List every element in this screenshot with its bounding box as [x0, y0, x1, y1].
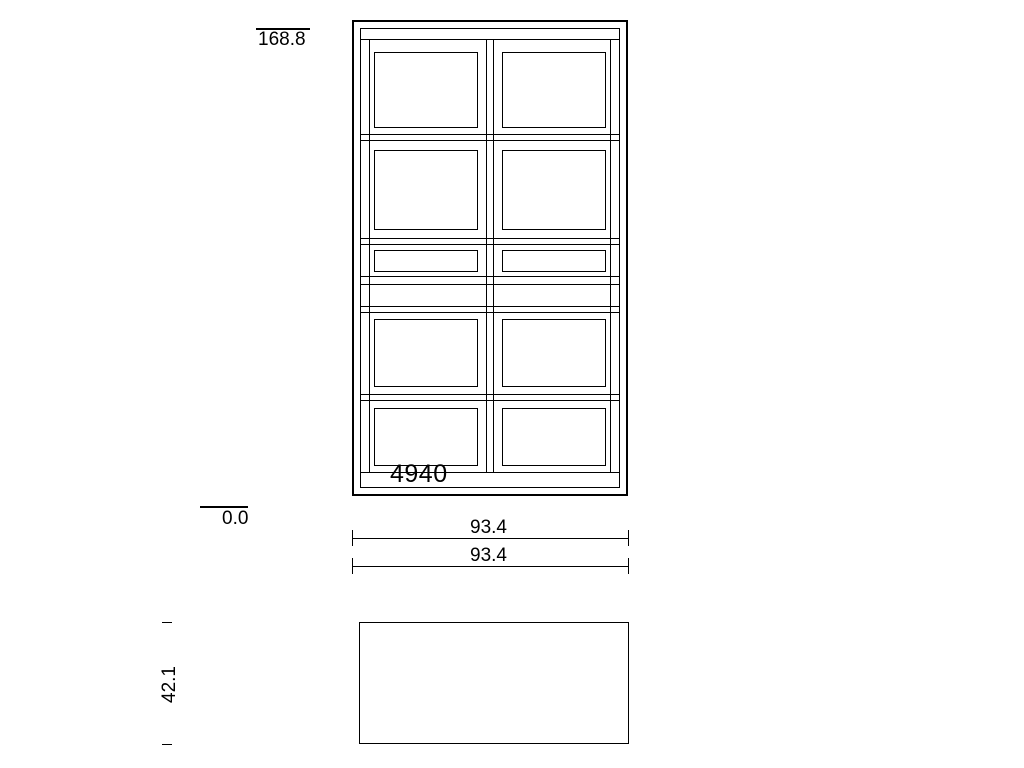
cabinet-center-divider — [486, 40, 494, 472]
door-panel-left-1 — [374, 52, 478, 128]
door-panel-right-5 — [502, 408, 606, 466]
depth-label: 42.1 — [158, 666, 180, 703]
depth-dim-tick-bottom — [162, 744, 172, 745]
cabinet-shelf-2 — [360, 238, 620, 245]
depth-dim-tick-top — [162, 622, 172, 623]
cabinet-shelf-4 — [360, 306, 620, 313]
top-height-label: 168.8 — [258, 29, 306, 50]
door-panel-right-4 — [502, 319, 606, 387]
width-dim-ext-lower-right — [628, 558, 629, 574]
item-code-label: 4940 — [390, 460, 448, 488]
width-dim-line-lower — [352, 566, 628, 567]
front-elevation-view — [352, 20, 628, 496]
width-dim-ext-lower-left — [352, 558, 353, 574]
cabinet-top-rail — [360, 28, 620, 40]
door-panel-left-3 — [374, 319, 478, 387]
cabinet-left-stile — [366, 40, 370, 472]
width-label-upper: 93.4 — [466, 518, 511, 537]
door-panel-right-1 — [502, 52, 606, 128]
bottom-height-label: 0.0 — [222, 508, 249, 529]
cabinet-shelf-3 — [360, 276, 620, 285]
width-label-lower: 93.4 — [466, 546, 511, 565]
door-panel-left-2 — [374, 150, 478, 230]
plan-view-outline — [359, 622, 629, 744]
door-panel-right-2 — [502, 150, 606, 230]
width-dim-line-upper — [352, 538, 628, 539]
door-panel-right-3 — [502, 250, 606, 272]
drawer-panel-left — [374, 250, 478, 272]
cabinet-shelf-1 — [360, 134, 620, 141]
width-dim-ext-upper-left — [352, 530, 353, 546]
width-dim-ext-upper-right — [628, 530, 629, 546]
cabinet-shelf-5 — [360, 394, 620, 401]
door-panel-left-4 — [374, 408, 478, 466]
cabinet-right-stile — [610, 40, 614, 472]
